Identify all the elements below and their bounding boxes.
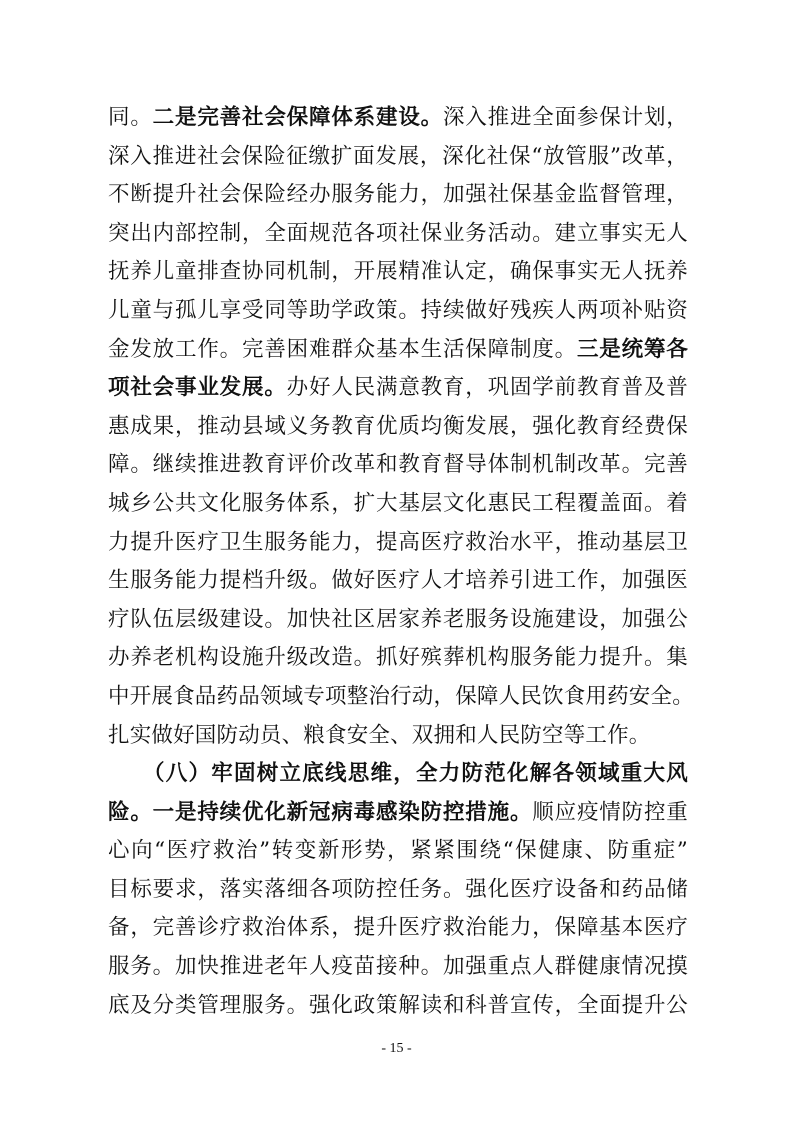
bold-text-segment: 二是完善社会保障体系建设。 xyxy=(152,105,443,130)
text-line xyxy=(108,794,688,833)
text-line xyxy=(108,485,688,524)
text-line xyxy=(108,138,688,177)
text-line xyxy=(108,639,688,678)
bold-text-segment: （八）牢固树立底线思维，全力防范化解各领域重大风 xyxy=(143,761,688,787)
page-number: - 15 - xyxy=(381,1041,412,1056)
text-line xyxy=(108,717,688,756)
bold-text-segment: 三是统筹各 xyxy=(576,336,688,362)
text-line xyxy=(108,176,688,215)
text-segment: 障。继续推进教育评价改革和教育督导体制机制改革。完善 xyxy=(108,452,688,478)
text-segment: 顺应疫情防控重 xyxy=(532,799,688,825)
text-segment: 儿童与孤儿享受同等助学政策。持续做好残疾人两项补贴资 xyxy=(108,297,688,323)
text-line xyxy=(108,601,688,640)
text-line xyxy=(108,369,688,408)
text-line xyxy=(108,524,688,563)
document-body xyxy=(108,99,694,1025)
bold-text-segment: 险。一是持续优化新冠病毒感染防控措施。 xyxy=(108,799,533,825)
text-line xyxy=(108,292,688,331)
text-segment: 目标要求，落实落细各项防控任务。强化医疗设备和药品储 xyxy=(108,876,688,902)
text-segment: 抚养儿童排查协同机制，开展精准认定，确保事实无人抚养 xyxy=(108,259,688,285)
text-segment: 金发放工作。完善困难群众基本生活保障制度。 xyxy=(108,336,577,362)
text-line xyxy=(108,562,688,601)
text-line xyxy=(108,755,688,794)
text-line xyxy=(108,987,688,1026)
text-line xyxy=(108,408,688,447)
text-segment: 同。 xyxy=(108,105,153,130)
text-segment: 深入推进全面参保计划， xyxy=(442,105,688,130)
text-line xyxy=(108,215,688,254)
text-segment: 城乡公共文化服务体系，扩大基层文化惠民工程覆盖面。着 xyxy=(108,490,688,516)
text-segment: 扎实做好国防动员、粮食安全、双拥和人民防空等工作。 xyxy=(108,722,651,748)
text-line xyxy=(108,909,688,948)
text-segment: 中开展食品药品领域专项整治行动，保障人民饮食用药安全。 xyxy=(108,683,694,709)
text-line xyxy=(108,99,688,138)
text-line xyxy=(108,832,688,871)
text-segment: 办养老机构设施升级改造。抓好殡葬机构服务能力提升。集 xyxy=(108,645,688,671)
text-segment: 办好人民满意教育，巩固学前教育普及普 xyxy=(286,375,688,401)
text-segment: 力提升医疗卫生服务能力，提高医疗救治水平，推动基层卫 xyxy=(108,529,688,555)
text-segment: 服务。加快推进老年人疫苗接种。加强重点人群健康情况摸 xyxy=(108,954,688,980)
text-line xyxy=(108,948,688,987)
text-line xyxy=(108,678,694,717)
text-line xyxy=(108,871,688,910)
text-segment: 不断提升社会保险经办服务能力，加强社保基金监督管理， xyxy=(108,182,688,208)
text-segment: 底及分类管理服务。强化政策解读和科普宣传，全面提升公 xyxy=(108,992,688,1018)
text-segment: 备，完善诊疗救治体系，提升医疗救治能力，保障基本医疗 xyxy=(108,915,688,941)
text-segment: 突出内部控制，全面规范各项社保业务活动。建立事实无人 xyxy=(108,220,688,246)
text-segment: 深入推进社会保险征缴扩面发展，深化社保“放管服”改革， xyxy=(108,143,688,169)
text-line xyxy=(108,253,688,292)
text-line xyxy=(108,331,688,370)
bold-text-segment: 项社会事业发展。 xyxy=(108,375,287,401)
text-segment: 疗队伍层级建设。加快社区居家养老服务设施建设，加强公 xyxy=(108,606,688,632)
text-segment: 生服务能力提档升级。做好医疗人才培养引进工作，加强医 xyxy=(108,568,688,594)
text-line xyxy=(108,446,688,485)
text-segment: 心向“医疗救治”转变新形势，紧紧围绕“保健康、防重症” xyxy=(108,838,688,864)
text-segment: 惠成果，推动县域义务教育优质均衡发展，强化教育经费保 xyxy=(108,413,688,439)
